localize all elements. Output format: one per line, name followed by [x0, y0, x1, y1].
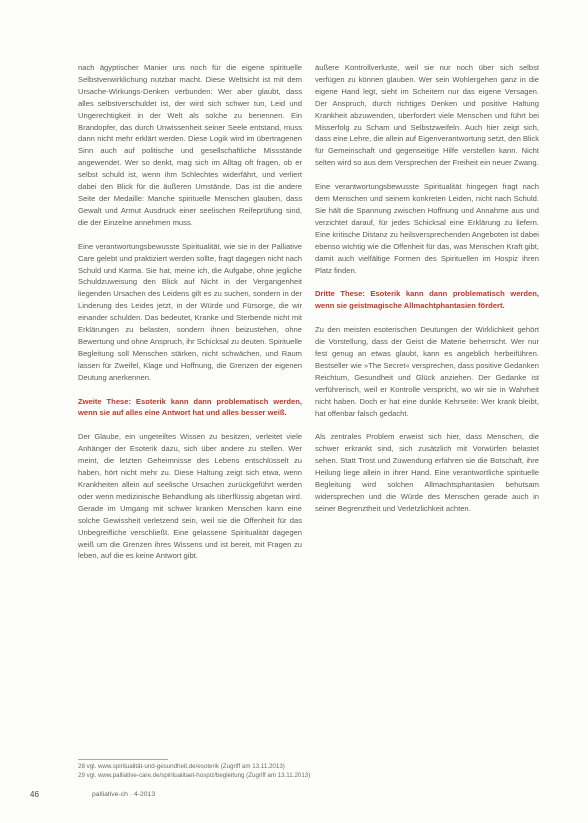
body-paragraph: Eine verantwortungsbewusste Spiritualität, wie sie in der Palliative Care gelebt und praktiziert werden sollte, fragt dagegen nicht nach Schuld und Karma. Sie hat, meine ich, die Aufgabe, ohne jegliche Schuldzuweisung den Blick auf Nicht in der Vergangenheit liegenden Ursachen des Leidens gilt es zu suchen, sondern in der Linderung des Leides jetzt, in der Würde und Fürsorge, die wir einander schulden. Das bedeutet, Kranke und Sterbende nicht mit Erklärungen zu belasten, sondern ihnen beizustehen, ohne Bewertung und ohne Anspruch, ihr Schicksal zu deuten. Spirituelle Begleitung soll Menschen stärken, nicht schwächen, und Raum lassen für Zweifel, Klage und Hoffnung, die Grenzen der eigenen Deutung anerkennen. — [78, 241, 302, 382]
body-paragraph: nach ägyptischer Manier uns noch für die eigene spirituelle Selbstverwirklichung nutzbar macht. Diese Weltsicht ist mit dem Ursache-Wirkungs-Denken verbunden: Wer aber glaubt, dass alles selbstverschuldet ist, der wird sich schwer tun, Leid und Ungerechtigkeit in der Welt als solche zu benennen. Ein Brandopfer, das durch Unwissenheit seiner Seele entstand, muss dann nicht mehr erklärt werden. Diese Logik wird im übertragenen Sinn auch auf politische und gesellschaftliche Missstände angewendet. Wer so denkt, mag sich im Alltag oft fragen, ob er selbst schuld ist, wenn ihm Schlechtes widerfährt, und verliert dabei den Blick für die äußeren Umstände. Das ist die andere Seite der Medaille: Manche spirituelle Menschen glauben, dass Gewalt und Armut Ausdruck einer seelischen Reifeprüfung sind, die der Einzelne annehmen muss. — [78, 63, 302, 227]
thesis-heading: Zweite These: Esoterik kann dann problematisch werden, wenn sie auf alles eine Antwort hat und alles besser weiß. — [78, 396, 302, 418]
footnotes — [78, 763, 540, 781]
body-paragraph: Zu den meisten esoterischen Deutungen der Wirklichkeit gehört die Vorstellung, dass der Geist die Materie beherrscht. Wer nur fest genug an etwas glaubt, kann es angeblich herbeiführen. Bestseller wie »The Secret« versprechen, dass positive Gedanken Reichtum, Gesundheit und Glück anziehen. Der Gedanke ist verführerisch, weil er Kontrolle verspricht, wo wir sie in Wahrheit nicht haben. Doch er hat eine dunkle Kehrseite: Wer krank bleibt, hat offenbar falsch gedacht. — [315, 325, 539, 418]
body-paragraph: Der Glaube, ein ungeteiltes Wissen zu besitzen, verleitet viele Anhänger der Esoterik dazu, sich über andere zu stellen. Wer meint, die letzten Geheimnisse des Lebens entschlüsselt zu haben, hört nicht mehr zu. Diese Haltung zeigt sich etwa, wenn Krankheiten allein auf seelische Ursachen zurückgeführt werden oder wenn medizinische Behandlung als überflüssig abgetan wird. Gerade im Umgang mit schwer kranken Menschen kann eine solche Gewissheit verletzend sein, weil sie die Offenheit für das Unbegreifliche verschließt. Eine gelassene Spiritualität dagegen weiß um die Grenzen ihres Wissens und ist bereit, mit Fragen zu leben, auf die es keine Antwort gibt. — [78, 432, 302, 561]
left-column — [78, 62, 302, 574]
body-paragraph: Als zentrales Problem erweist sich hier, dass Menschen, die schwer erkrankt sind, sich zusätzlich mit Vorwürfen belastet sehen. Statt Trost und Zuwendung erfahren sie die Botschaft, ihre Heilung liege allein in ihrer Hand. Eine verantwortliche spirituelle Begleitung wird solchen Allmachtsphantasien behutsam widersprechen und die Würde des Menschen gerade auch in seiner Begrenztheit und Verletzlichkeit achten. — [315, 432, 539, 513]
body-paragraph: Eine verantwortungsbewusste Spiritualität hingegen fragt nach dem Menschen und seinem konkreten Leiden, nicht nach Schuld. Sie hält die Spannung zwischen Hoffnung und Annahme aus und verzichtet darauf, für jedes Schicksal eine Erklärung zu liefern. Eine kritische Distanz zu heilsversprechenden Angeboten ist dabei ebenso wichtig wie die Offenheit für das, was Menschen Kraft gibt, damit auch vielfältige Formen des Spirituellen im Hospiz ihren Platz finden. — [315, 182, 539, 275]
journal-footer: palliative-ch · 4-2013 — [92, 791, 156, 798]
thesis-heading: Dritte These: Esoterik kann dann problematisch werden, wenn sie geistmagische Allmachtphantasien fördert. — [315, 289, 539, 311]
page-number: 46 — [30, 790, 39, 799]
footnote: 28 vgl. www.spiritualität-und-gesundheit.de/esoterik (Zugriff am 13.11.2013) — [78, 763, 285, 770]
body-paragraph: äußere Kontrollverluste, weil sie nur noch über sich selbst verfügen zu können glauben. Wer sein Wohlergehen ganz in die eigene Hand legt, sieht im Scheitern nur das eigene Versagen. Der Anspruch, durch richtiges Denken und positive Haltung Krankheit abzuwenden, überfordert viele Menschen und führt bei Misserfolg zu Scham und Selbstzweifeln. Auch hier zeigt sich, dass eine Lehre, die allein auf Eigenverantwortung setzt, den Blick für Gemeinschaft und gegenseitige Hilfe verstellen kann. Nicht selten wird so aus dem Versprechen der Freiheit ein neuer Zwang. — [315, 63, 539, 168]
right-column — [315, 62, 539, 527]
footnote: 29 vgl. www.palliative-care.de/spiritualitaet-hospiz/begleitung (Zugriff am 13.11.2013) — [78, 771, 311, 779]
footnote-divider — [78, 759, 168, 760]
